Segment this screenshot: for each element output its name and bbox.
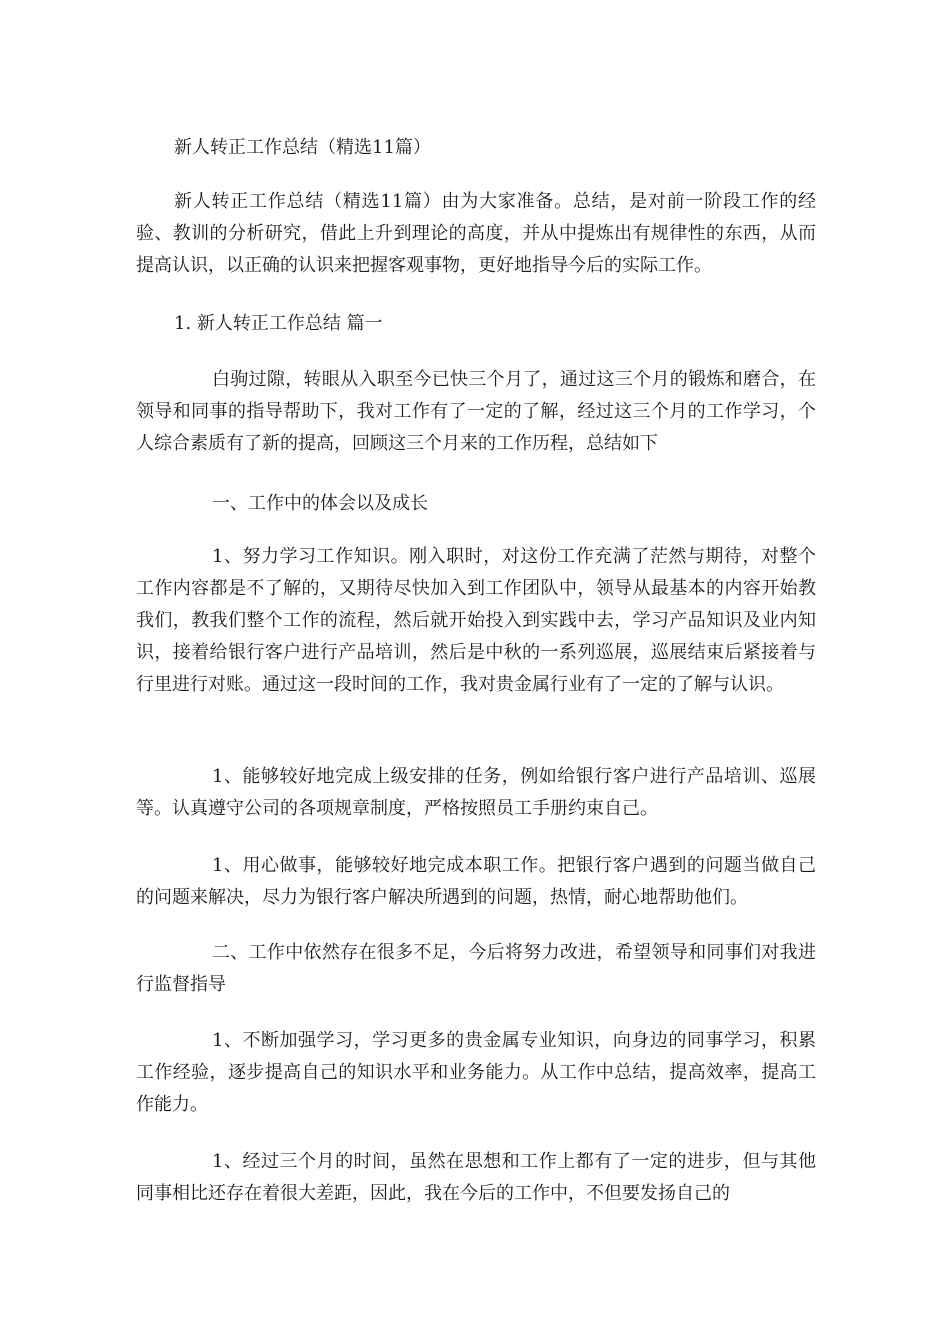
body-paragraph: 1、经过三个月的时间，虽然在思想和工作上都有了一定的进步，但与其他同事相比还存在着很大差距，因此，我在今后的工作中，不但要发扬自己的 — [136, 1151, 816, 1204]
subsection-heading: 二、工作中依然存在很多不足，今后将努力改进，希望领导和同事们对我进行监督指导 — [136, 942, 816, 995]
document-title: 新人转正工作总结（精选11篇） — [174, 137, 431, 158]
body-paragraph: 1、不断加强学习，学习更多的贵金属专业知识，向身边的同事学习，积累工作经验，逐步提高自己的知识水平和业务能力。从工作中总结，提高效率，提高工作能力。 — [136, 1030, 816, 1115]
subsection-heading: 一、工作中的体会以及成长 — [212, 493, 428, 514]
section-title: 1. 新人转正工作总结 篇一 — [174, 313, 383, 334]
body-paragraph: 1、努力学习工作知识。刚入职时，对这份工作充满了茫然与期待，对整个工作内容都是不了解的，又期待尽快加入到工作团队中，领导从最基本的内容开始教我们，教我们整个工作的流程，然后就开始投入到实践中去，学习产品知识及业内知识，接着给银行客户进行产品培训，然后是中秋的一系列巡展，巡展结束后紧接着与行里进行对账。通过这一段时间的工作，我对贵金属行业有了一定的了解与认识。 — [136, 546, 816, 695]
intro-paragraph: 新人转正工作总结（精选11篇）由为大家准备。总结，是对前一阶段工作的经验、教训的分析研究，借此上升到理论的高度，并从中提炼出有规律性的东西，从而提高认识，以正确的认识来把握客观事物，更好地指导今后的实际工作。 — [136, 191, 816, 276]
body-paragraph: 白驹过隙，转眼从入职至今已快三个月了，通过这三个月的锻炼和磨合，在领导和同事的指导帮助下，我对工作有了一定的了解，经过这三个月的工作学习，个人综合素质有了新的提高，回顾这三个月来的工作历程，总结如下 — [136, 369, 816, 454]
body-paragraph: 1、用心做事，能够较好地完成本职工作。把银行客户遇到的问题当做自己的问题来解决，尽力为银行客户解决所遇到的问题，热情，耐心地帮助他们。 — [136, 855, 816, 908]
body-paragraph: 1、能够较好地完成上级安排的任务，例如给银行客户进行产品培训、巡展等。认真遵守公司的各项规章制度，严格按照员工手册约束自己。 — [136, 766, 816, 819]
